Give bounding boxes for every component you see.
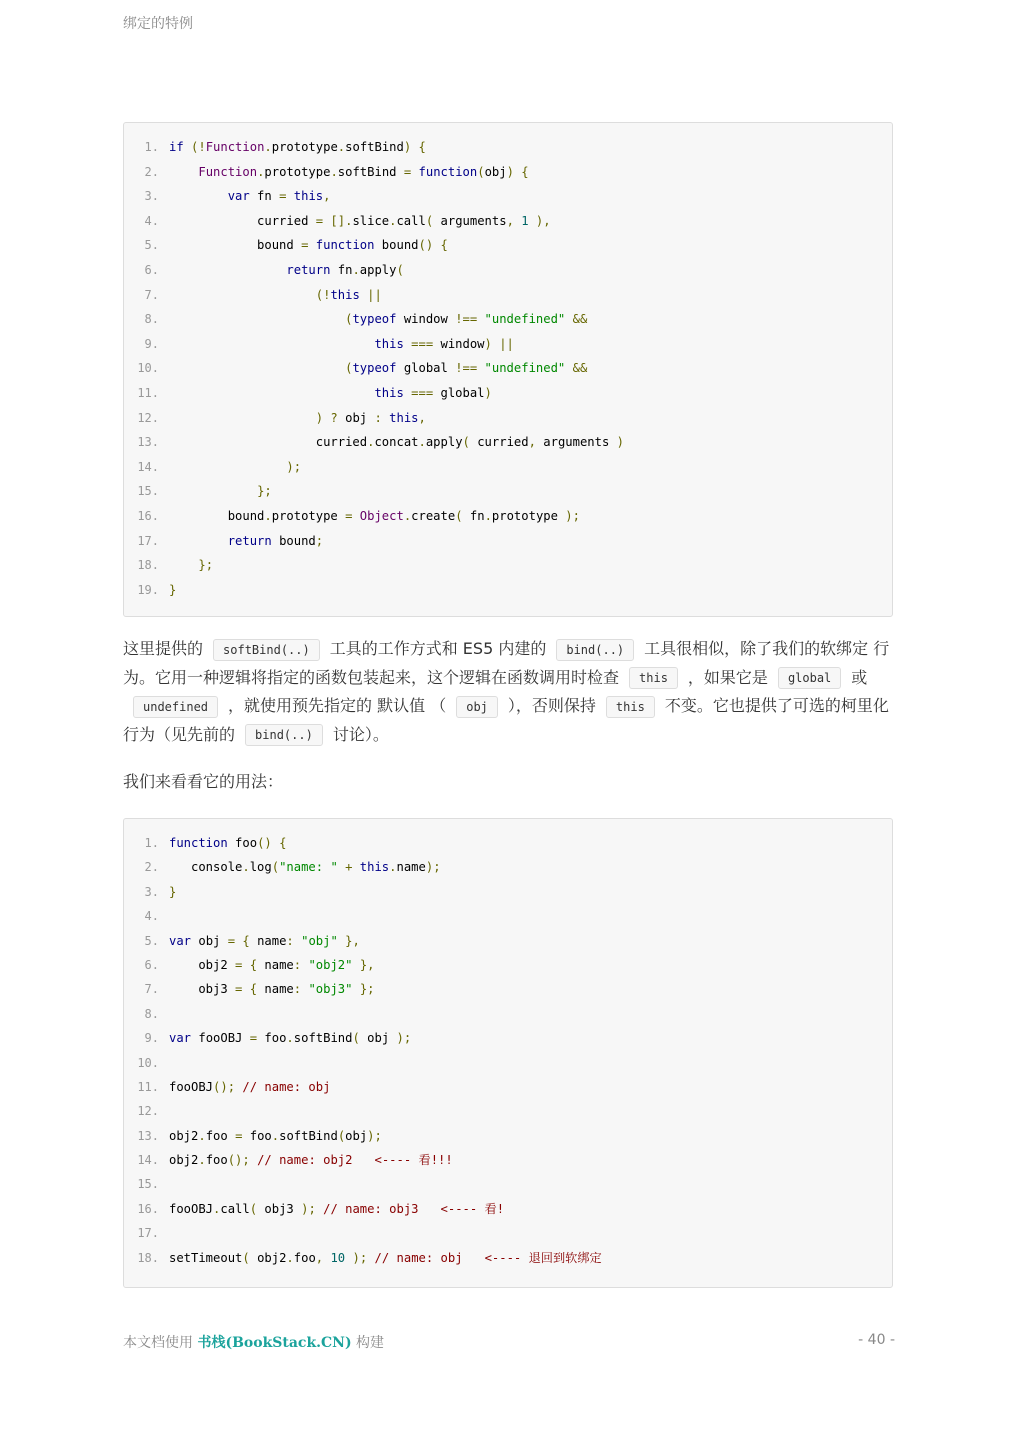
line-number: 13.: [137, 1128, 159, 1143]
line-number: 2.: [144, 164, 159, 179]
line-number: 8.: [144, 1006, 159, 1021]
line-number: 12.: [137, 410, 159, 425]
line-number: 5.: [144, 933, 159, 948]
code-line: [124, 953, 892, 977]
code-line: [124, 1221, 892, 1245]
code-text: bound.prototype = Object.create( fn.prototype );: [169, 508, 580, 523]
code-text: this === window) ||: [374, 336, 514, 351]
code-line: [124, 160, 892, 185]
code-line: [124, 1075, 892, 1099]
line-number: 1.: [144, 140, 159, 154]
code-block-usage-example: [123, 818, 893, 1288]
code-text: obj2.foo = foo.softBind(obj);: [169, 1128, 382, 1143]
code-text: fooOBJ(); // name: obj: [169, 1079, 331, 1094]
code-text: curried = [].slice.call( arguments, 1 ),: [169, 213, 551, 228]
paragraph-text: 工具很相似，除了我们的软绑定 行为。它用一种逻辑将指定的函数包装起来，这个逻辑在函数调用时检查: [123, 639, 890, 687]
line-number: 6.: [144, 262, 159, 277]
inline-code: softBind(..): [213, 639, 320, 661]
code-text: bound = function bound() {: [169, 238, 448, 253]
line-number: 6.: [144, 957, 159, 972]
code-line: [124, 307, 892, 332]
code-text: this === global): [374, 385, 492, 400]
code-text: var fooOBJ = foo.softBind( obj );: [169, 1031, 412, 1046]
inline-code: this: [629, 667, 678, 689]
code-line: [124, 406, 892, 431]
code-text: ) ? obj : this,: [315, 410, 426, 425]
code-text: );: [286, 459, 302, 474]
paragraph-text: ，就使用预先指定的 默认值 （: [228, 696, 447, 715]
code-line: [124, 529, 892, 554]
line-number: 15.: [137, 484, 159, 499]
line-number: 14.: [137, 459, 159, 474]
inline-code: bind(..): [245, 724, 323, 746]
code-block-softbind: [123, 122, 893, 617]
code-lines: [124, 831, 892, 1270]
code-text: obj3 = { name: "obj3" };: [169, 982, 375, 997]
code-line: [124, 1148, 892, 1172]
line-number: 18.: [137, 558, 159, 573]
code-text: (typeof global !== "undefined" &&: [345, 361, 588, 376]
line-number: 4.: [144, 909, 159, 924]
code-text: if (!Function.prototype.softBind) {: [169, 140, 426, 154]
code-line: [124, 1051, 892, 1075]
line-number: 17.: [137, 533, 159, 548]
code-line: [124, 1246, 892, 1270]
page-header-title: 绑定的特例: [123, 16, 193, 32]
code-line: [124, 184, 892, 209]
line-number: 5.: [144, 238, 159, 253]
line-number: 10.: [137, 1055, 159, 1070]
line-number: 12.: [137, 1104, 159, 1119]
line-number: 8.: [144, 312, 159, 327]
paragraph-text: 讨论）。: [332, 724, 389, 744]
paragraph-text: 这里提供的: [123, 639, 204, 658]
code-text: obj2.foo(); // name: obj2 <---- 看!!!: [169, 1153, 453, 1168]
line-number: 1.: [144, 836, 159, 850]
code-line: [124, 356, 892, 381]
inline-code: bind(..): [556, 639, 634, 661]
code-line: [124, 209, 892, 234]
paragraph-text: 或: [851, 667, 868, 687]
code-text: (!this ||: [315, 287, 382, 302]
paragraph-text: ），否则保持: [507, 696, 596, 715]
line-number: 9.: [144, 336, 159, 351]
line-number: 16.: [137, 1201, 159, 1216]
line-number: 4.: [144, 213, 159, 228]
code-text: fooOBJ.call( obj3 ); // name: obj3 <---- 看!: [169, 1201, 505, 1216]
code-text: Function.prototype.softBind = function(obj) {: [198, 164, 529, 179]
code-line: [124, 1002, 892, 1026]
code-line: [124, 929, 892, 953]
code-line: [124, 831, 892, 855]
line-number: 13.: [137, 435, 159, 450]
code-text: var obj = { name: "obj" },: [169, 933, 360, 948]
code-text: };: [257, 484, 272, 499]
line-number: 3.: [144, 189, 159, 204]
code-line: [124, 1026, 892, 1050]
code-line: [124, 332, 892, 357]
code-line: [124, 553, 892, 578]
code-text: return fn.apply(: [286, 262, 404, 277]
code-text: var fn = this,: [227, 189, 331, 204]
line-number: 17.: [137, 1226, 159, 1241]
code-line: [124, 578, 892, 603]
footer-prefix: 本文档使用: [123, 1335, 198, 1351]
code-line: [124, 258, 892, 283]
inline-code: this: [606, 696, 655, 718]
code-text: }: [169, 884, 177, 899]
code-line: [124, 904, 892, 928]
line-number: 10.: [137, 361, 159, 376]
paragraph-text: ，如果它是: [687, 667, 768, 687]
code-text: obj2 = { name: "obj2" },: [169, 957, 375, 972]
code-line: [124, 381, 892, 406]
inline-code: global: [778, 667, 841, 689]
code-line: [124, 1124, 892, 1148]
line-number: 15.: [137, 1177, 159, 1192]
line-number: 11.: [137, 385, 159, 400]
footer-suffix: 构建: [351, 1335, 385, 1351]
footer-bookstack-link[interactable]: 书栈(BookStack.CN): [197, 1335, 352, 1351]
code-line: [124, 1197, 892, 1221]
code-line: [124, 1099, 892, 1123]
line-number: 16.: [137, 508, 159, 523]
code-line: [124, 504, 892, 529]
code-line: [124, 479, 892, 504]
footer-credit: [123, 1332, 384, 1352]
inline-code: obj: [456, 696, 498, 718]
code-text: return bound;: [227, 533, 324, 548]
line-number: 19.: [137, 582, 159, 597]
line-number: 9.: [144, 1031, 159, 1046]
line-number: 2.: [144, 860, 159, 875]
code-line: [124, 455, 892, 480]
line-number: 18.: [137, 1250, 159, 1265]
line-number: 11.: [137, 1079, 159, 1094]
code-text: curried.concat.apply( curried, arguments ): [169, 435, 624, 450]
line-number: 7.: [144, 287, 159, 302]
code-text: (typeof window !== "undefined" &&: [345, 312, 588, 327]
code-text: console.log("name: " + this.name);: [169, 860, 441, 875]
code-line: [124, 880, 892, 904]
code-line: [124, 233, 892, 258]
code-line: [124, 1172, 892, 1196]
inline-code: undefined: [133, 696, 218, 718]
code-line: [124, 135, 892, 160]
line-number: 7.: [144, 982, 159, 997]
code-text: };: [198, 558, 214, 573]
code-text: function foo() {: [169, 836, 287, 850]
page-number: - 40 -: [858, 1332, 895, 1348]
code-line: [124, 977, 892, 1001]
code-text: }: [169, 582, 177, 597]
line-number: 14.: [137, 1153, 159, 1168]
code-line: [124, 283, 892, 308]
line-number: 3.: [144, 884, 159, 899]
code-lines: [124, 135, 892, 602]
paragraph-softbind-description: [123, 635, 895, 749]
code-line: [124, 430, 892, 455]
paragraph-usage-intro: 我们来看看它的用法：: [123, 772, 284, 791]
paragraph-text: 工具的工作方式和 ES5 内建的: [329, 639, 547, 658]
code-text: setTimeout( obj2.foo, 10 ); // name: obj <---- 退回到软绑定: [169, 1250, 602, 1265]
code-line: [124, 855, 892, 879]
paragraph-text: 不变。它也提供了可选的柯里化行为（见先前的: [123, 696, 889, 744]
